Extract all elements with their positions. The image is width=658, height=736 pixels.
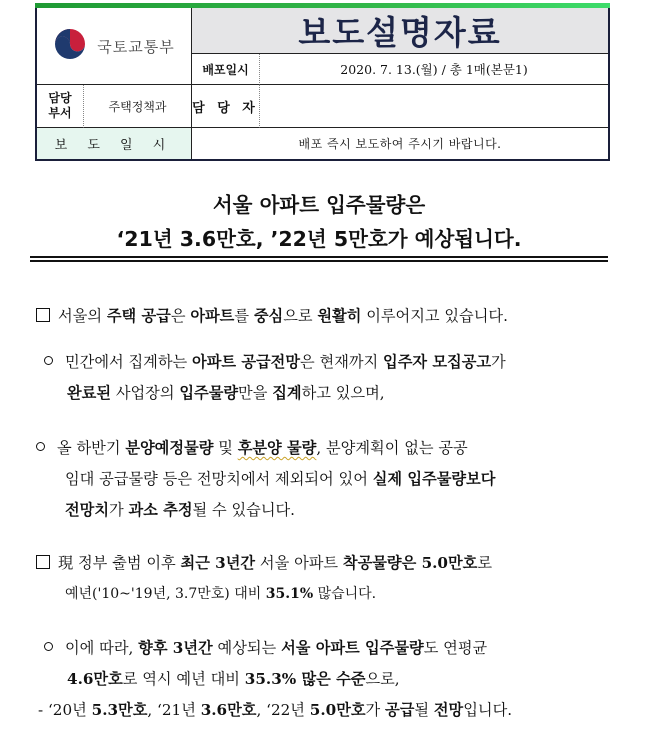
bold-text-run: 집계 [272, 384, 302, 402]
ministry-name: 국토교통부 [97, 37, 175, 56]
text-run: 사업장의 [111, 384, 180, 402]
bold-text-run: 원활히 [317, 307, 362, 325]
bold-text-run: 공급 [385, 701, 415, 719]
circle-bullet-icon [44, 642, 53, 651]
contact-person-value [260, 85, 608, 128]
bold-text-run: 전망치 [65, 501, 110, 519]
bold-text-run: 분양예정물량 [125, 439, 214, 457]
headline-line1: 서울 아파트 입주물량은 [212, 193, 426, 217]
bold-text-run: 아파트 공급전망 [192, 353, 301, 371]
bold-text-run: 5.3만호 [91, 701, 148, 719]
bold-text-run: 35.3% 많은 수준 [244, 670, 366, 688]
text-run: 로 [477, 554, 493, 572]
bold-text-run: 후분양 물량 [237, 439, 317, 457]
bold-text-run: 향후 3년간 [138, 639, 213, 657]
bold-text-run: 입주물량 [179, 384, 239, 402]
bold-text-run: 완료된 [67, 384, 112, 402]
circle-bullet-icon [44, 356, 53, 365]
bold-text-run: 아파트 [190, 307, 235, 325]
bold-text-run: 3.6만호 [200, 701, 257, 719]
text-run: , ‘22년 [256, 701, 310, 719]
text-run: 민간에서 집계하는 [65, 353, 193, 371]
department-label [37, 85, 84, 128]
text-run: 임대 공급물량 등은 전망치에서 제외되어 있어 [65, 470, 373, 488]
report-time-value: 배포 즉시 보도하여 주시기 바랍니다. [298, 137, 502, 151]
text-run: 를 [234, 307, 254, 325]
text-run: , 분양계획이 없는 공공 [316, 439, 468, 457]
headline-line2: ‘21년 3.6만호, ’22년 5만호가 예상됩니다. [116, 227, 522, 251]
bold-text-run: 착공물량은 5.0만호 [342, 554, 478, 572]
bold-text-run: 주택 공급 [106, 307, 171, 325]
text-run: 現 정부 출범 이후 [58, 554, 181, 572]
text-run: , ‘21년 [147, 701, 201, 719]
text-run: 으로 [283, 307, 318, 325]
text-run: 만을 [238, 384, 273, 402]
press-release-header [35, 3, 610, 161]
square-bullet-icon [36, 555, 50, 569]
bold-text-run: 35.1% [265, 586, 314, 602]
bold-text-run: 중심 [253, 307, 284, 325]
text-run: - ‘20년 [38, 701, 92, 719]
bold-text-run: 최근 3년간 [180, 554, 256, 572]
headline [30, 188, 608, 256]
bold-text-run: 4.6만호 [67, 670, 123, 688]
text-run: 및 [213, 439, 238, 457]
department-label-line2: 부서 [48, 106, 72, 120]
text-run: 입니다. [463, 701, 513, 719]
report-time-label: 보 도 일 시 [37, 128, 192, 159]
text-run: 많습니다. [313, 586, 377, 602]
paragraph-1 [36, 301, 508, 332]
text-run: 은 현재까지 [300, 353, 384, 371]
contact-person-label: 담 당 자 [192, 85, 260, 128]
paragraph-4 [36, 548, 492, 610]
text-run: 예상되는 [212, 639, 282, 657]
text-run: 이루어지고 있습니다. [361, 307, 508, 325]
document-type-title: 보도설명자료 [192, 8, 608, 54]
bold-text-run: 전망 [433, 701, 464, 719]
department-label-line1: 담당 [48, 91, 72, 105]
text-run: 올 하반기 [57, 439, 126, 457]
text-run: 하고 있으며, [301, 384, 385, 402]
circle-bullet-icon [36, 442, 45, 451]
text-run: 으로, [365, 670, 400, 688]
text-run: 될 수 있습니다. [192, 501, 296, 519]
bold-text-run: 실제 입주물량보다 [372, 470, 496, 488]
text-run: 이에 따라, [65, 639, 139, 657]
text-run: 예년('10~'19년, 3.7만호) 대비 [65, 586, 266, 602]
bold-text-run: 5.0만호 [309, 701, 366, 719]
text-run: 될 [414, 701, 434, 719]
bold-text-run: 과소 추정 [128, 501, 193, 519]
headline-double-rule [30, 256, 608, 262]
text-run: 가 [365, 701, 386, 719]
paragraph-3 [36, 433, 495, 526]
text-run: 은 [170, 307, 191, 325]
text-run: 가 [109, 501, 129, 519]
release-date-label: 배포일시 [192, 54, 260, 85]
bold-text-run: 입주자 모집공고 [383, 353, 492, 371]
ministry-emblem-icon [53, 27, 87, 65]
text-run: 서울의 [58, 307, 107, 325]
department-value: 주택정책과 [84, 85, 192, 128]
text-run: 가 [491, 353, 506, 371]
ministry-logo-cell [37, 8, 192, 85]
paragraph-2 [44, 347, 506, 409]
text-run: 도 연평균 [423, 639, 488, 657]
release-date-value: 2020. 7. 13.(월) / 총 1매(본문1) [260, 54, 608, 85]
square-bullet-icon [36, 308, 50, 322]
bold-text-run: 서울 아파트 입주물량 [281, 639, 424, 657]
paragraph-5 [38, 633, 513, 726]
text-run: 로 역시 예년 대비 [122, 670, 245, 688]
text-run: 서울 아파트 [255, 554, 343, 572]
